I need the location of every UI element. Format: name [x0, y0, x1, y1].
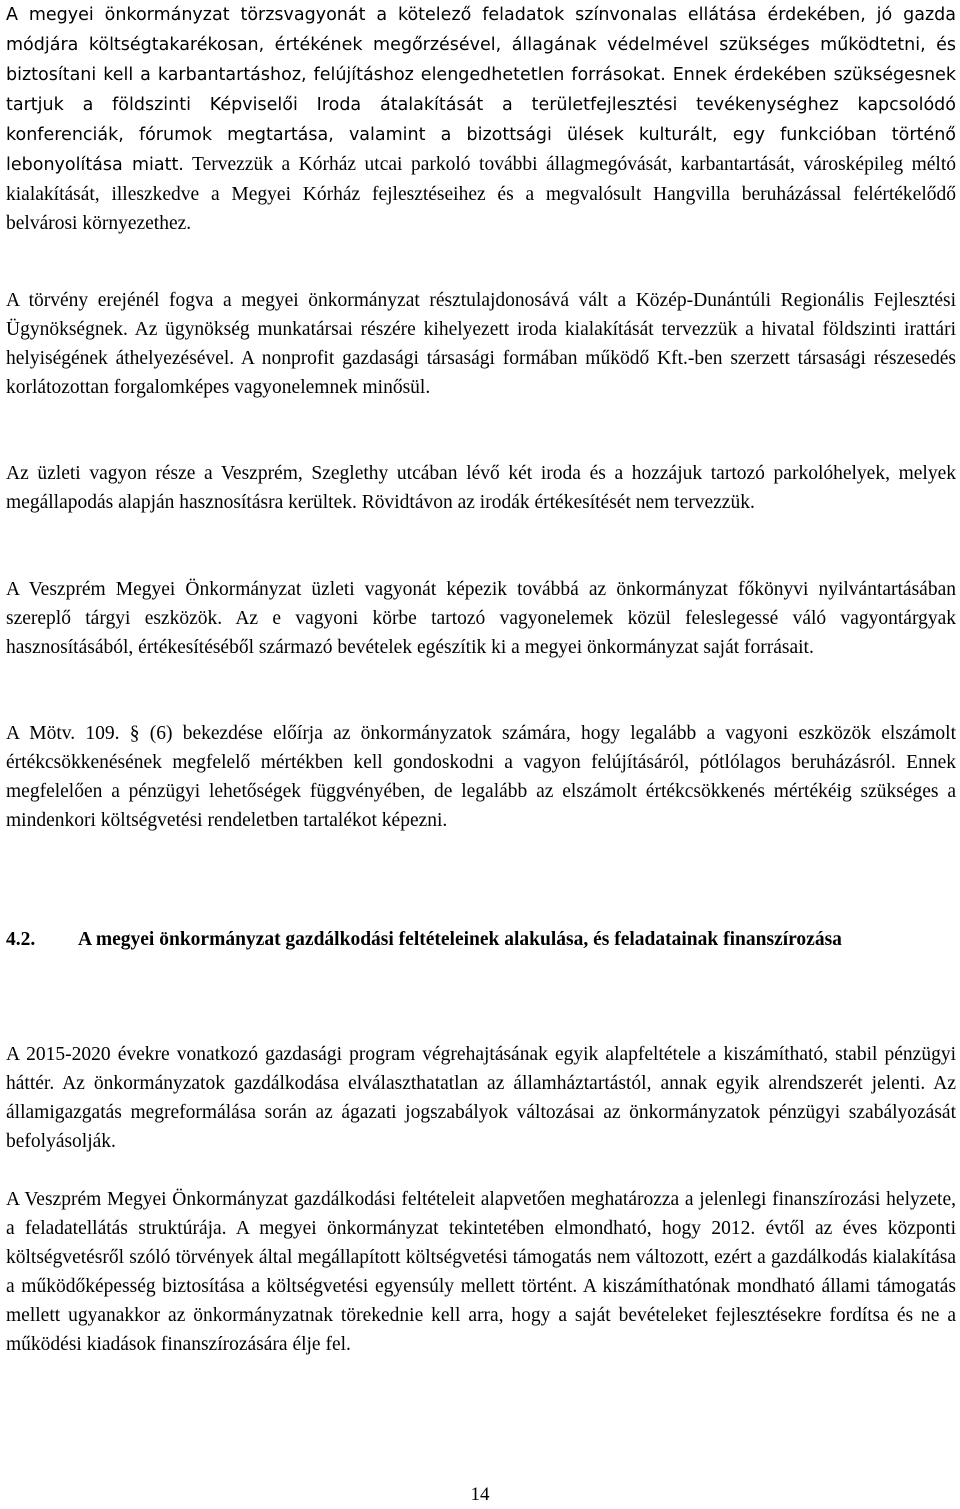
- page-number: 14: [470, 1484, 490, 1505]
- section-title: A megyei önkormányzat gazdálkodási feltételeinek alakulása, és feladatainak finanszírozása: [78, 929, 842, 950]
- section-number: 4.2.: [6, 929, 36, 950]
- paragraph-sans-run: A megyei önkormányzat törzsvagyonát a kötelező feladatok színvonalas ellátása érdekében, jó gazda módjára költségtakarékosan, értékének megőrzésével, állagának védelmével szükséges működtetni, és biztosítani kell a karbantartáshoz, felújításhoz elengedhetetlen forrásokat. Ennek érdekében szükségesnek tartjuk a földszinti Képviselői Iroda átalakítását a területfejlesztési tevékenységhez kapcsolódó konferenciák, fórumok megtartása, valamint a bizottsági ülések kulturált, egy funkcióban történő lebonyolítása miatt.: [6, 5, 956, 175]
- paragraph-regional-agency: A törvény erejénél fogva a megyei önkormányzat résztulajdonosává vált a Közép-Dunántúli Regionális Fejlesztési Ügynökségnek. Az ügynökség munkatársai részére kihelyezett iroda kialakítását tervezzük a hivatal földszinti irattári helyiségének áthelyezésével. A nonprofit gazdasági társasági formában működő Kft.-ben szerzett társasági részesedés korlátozottan forgalomképes vagyonelemnek minősül.: [6, 290, 956, 398]
- paragraph-business-assets: Az üzleti vagyon része a Veszprém, Szeglethy utcában lévő két iroda és a hozzájuk tartozó parkolóhelyek, melyek megállapodás alapján hasznosításra kerültek. Rövidtávon az irodák értékesítését nem tervezzük.: [6, 463, 956, 513]
- paragraph-fixed-assets: A Veszprém Megyei Önkormányzat üzleti vagyonát képezik továbbá az önkormányzat főkönyvi nyilvántartásában szereplő tárgyi eszközök. Az e vagyoni körbe tartozó vagyonelemek közül feleslegessé váló vagyontárgyak hasznosításából, értékesítéséből származó bevételek egészítik ki a megyei önkormányzat saját forrásait.: [6, 579, 956, 658]
- section-heading: [6, 925, 956, 954]
- paragraph-property-maintenance: [6, 0, 956, 238]
- paragraph-economic-program: A 2015-2020 évekre vonatkozó gazdasági program végrehajtásának egyik alapfeltétele a kiszámítható, stabil pénzügyi háttér. Az önkormányzatok gazdálkodása elválaszthatatlan az államháztartástól, annak egyik alrendszerét jelenti. Az államigazgatás megreformálása során az ágazati jogszabályok változásai az önkormányzatok pénzügyi szabályozását befolyásolják.: [6, 1044, 956, 1152]
- paragraph-serif-run: Tervezzük a Kórház utcai parkoló további állagmegóvását, karbantartását, városképileg méltó kialakítását, illeszkedve a Megyei Kórház fejlesztéseihez és a megvalósult Hangvilla beruházással felértékelődő belvárosi környezethez.: [6, 154, 956, 234]
- paragraph-financing-conditions: A Veszprém Megyei Önkormányzat gazdálkodási feltételeit alapvetően meghatározza a jelenlegi finanszírozási helyzete, a feladatellátás struktúrája. A megyei önkormányzat tekintetében elmondható, hogy 2012. évtől az éves központi költségvetésről szóló törvények által megállapított költségvetési támogatás nem változott, ezért a gazdálkodás kialakítása a működőképesség biztosítása a költségvetési egyensúly mellett történt. A kiszámíthatónak mondható állami támogatás mellett ugyanakkor az önkormányzatnak törekednie kell arra, hogy a saját bevételeket fejlesztésekre fordítsa és ne a működési kiadások finanszírozására élje fel.: [6, 1189, 956, 1355]
- paragraph-motv-109: A Mötv. 109. § (6) bekezdése előírja az önkormányzatok számára, hogy legalább a vagyoni eszközök elszámolt értékcsökkenésének megfelelő mértékben kell gondoskodni a vagyon felújításáról, pótlólagos beruházásról. Ennek megfelelően a pénzügyi lehetőségek függvényében, de legalább az elszámolt értékcsökkenés mértékéig szükséges a mindenkori költségvetési rendeletben tartalékot képezni.: [6, 723, 956, 831]
